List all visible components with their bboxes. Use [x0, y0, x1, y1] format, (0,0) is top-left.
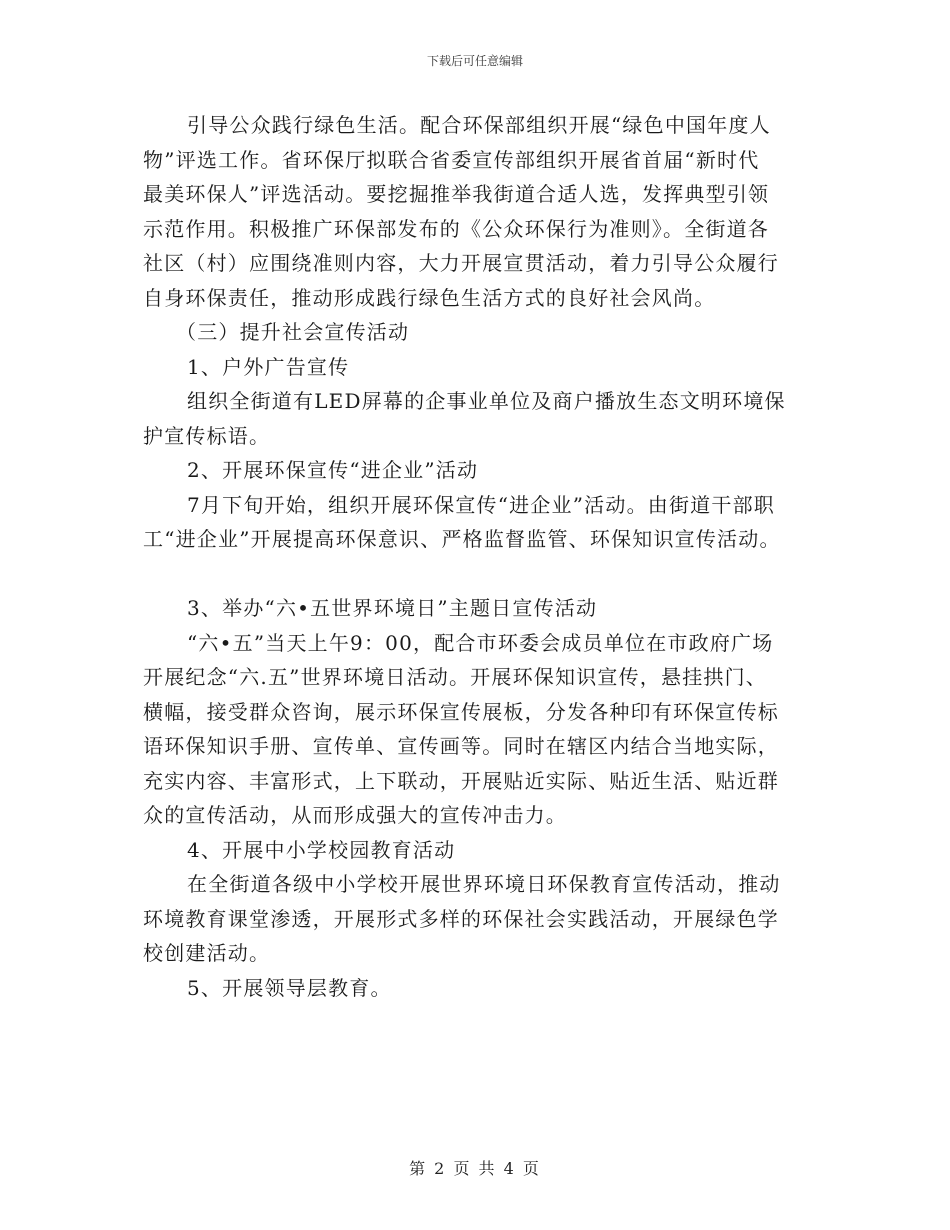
subsection-heading: 5、开展领导层教育。 [187, 975, 392, 1000]
blank-line [143, 557, 813, 592]
paragraph-line: 环境教育课堂渗透，开展形式多样的环保社会实践活动，开展绿色学 [143, 906, 779, 931]
paragraph-line: 护宣传标语。 [143, 423, 271, 448]
paragraph-line: 语环保知识手册、宣传单、宣传画等。同时在辖区内结合当地实际， [143, 734, 779, 758]
subsection-heading: 1、户外广告宣传 [187, 354, 350, 379]
paragraph-line: 自身环保责任，推动形成践行绿色生活方式的良好社会风尚。 [143, 285, 716, 310]
paragraph-line: 校创建活动。 [143, 941, 271, 965]
document-body [143, 108, 813, 1005]
paragraph-line: 示范作用。积极推广环保部发布的《公众环保行为准则》。全街道各 [143, 216, 769, 241]
paragraph-line: 引导公众践行绿色生活。配合环保部组织开展“绿色中国年度人 [187, 113, 771, 137]
paragraph-line: 物”评选工作。省环保厅拟联合省委宣传部组织开展省首届“新时代 [143, 147, 760, 172]
paragraph-line: 最美环保人”评选活动。要挖掘推举我街道合适人选，发挥典型引领 [143, 182, 770, 206]
page-number: 第 2 页 共 4 页 [409, 1159, 541, 1178]
subsection-heading: 3、举办“六•五世界环境日”主题日宣传活动 [187, 596, 598, 620]
subsection-heading: 2、开展环保宣传“进企业”活动 [187, 458, 479, 482]
paragraph-line: 众的宣传活动，从而形成强大的宣传冲击力。 [143, 803, 567, 827]
subsection-heading: 4、开展中小学校园教育活动 [187, 837, 456, 862]
paragraph-line: 充实内容、丰富形式，上下联动，开展贴近实际、贴近生活、贴近群 [143, 768, 779, 793]
paragraph-line: 开展纪念“六.五”世界环境日活动。开展环保知识宣传，悬挂拱门、 [143, 665, 768, 689]
paragraph-line: 社区（村）应围绕准则内容，大力开展宣贯活动，着力引导公众履行 [143, 251, 779, 275]
paragraph-line: 横幅，接受群众咨询，展示环保宣传展板，分发各种印有环保宣传标 [143, 699, 779, 724]
paragraph-line: 7月下旬开始，组织开展环保宣传“进企业”活动。由街道干部职 [187, 492, 775, 517]
paragraph-line: 工“进企业”开展提高环保意识、严格监督监管、环保知识宣传活动。 [143, 527, 781, 551]
section-heading: （三）提升社会宣传活动 [176, 320, 410, 344]
paragraph-line: 在全街道各级中小学校开展世界环境日环保教育宣传活动，推动 [187, 872, 781, 896]
paragraph-line: 组织全街道有LED屏幕的企事业单位及商户播放生态文明环境保 [187, 389, 786, 413]
page-header: 下载后可任意编辑 [426, 54, 523, 68]
paragraph-line: “六•五”当天上午9：00，配合市环委会成员单位在市政府广场 [187, 630, 774, 655]
